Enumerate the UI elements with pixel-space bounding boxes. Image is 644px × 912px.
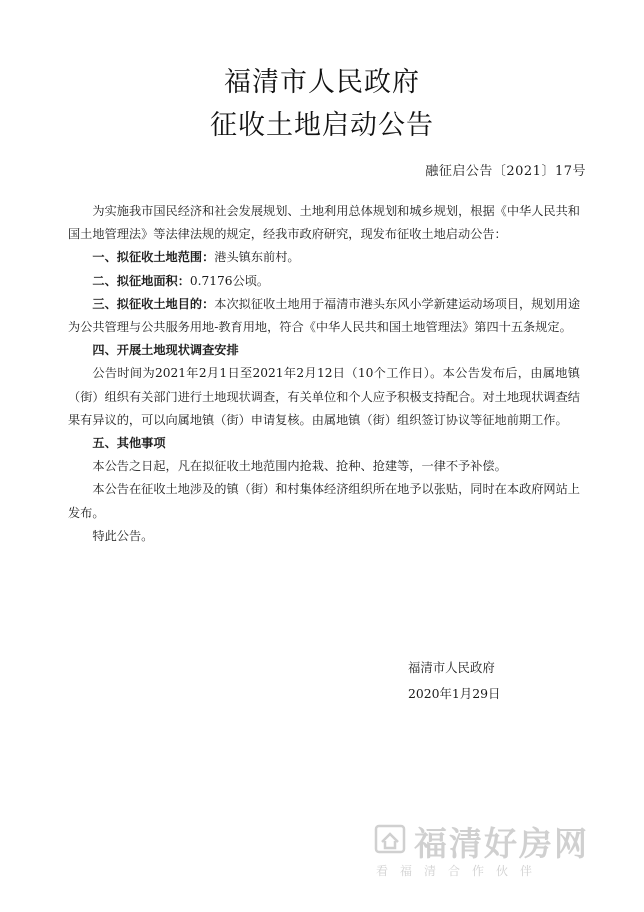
section-2-text: 0.7176公顷。	[189, 273, 270, 288]
section-4-text: 公告时间为2021年2月1日至2021年2月12日（10个工作日）。本公告发布后，由属地镇（街）组织有关部门进行土地现状调查，有关单位和个人应予积极支持配合。对土地现状调查结果有异议的，可以向属地镇（街）申请复核。由属地镇（街）组织签订协议等征地前期工作。	[68, 366, 580, 427]
signature-organization: 福清市人民政府	[408, 660, 495, 675]
section-2-heading: 二、拟征地面积：	[92, 273, 190, 288]
intro-paragraph: 为实施我市国民经济和社会发展规划、土地利用总体规划和城乡规划，根据《中华人民共和国土地管理法》等法律法规的规定，经我市政府研究，现发布征收土地启动公告：	[68, 204, 580, 242]
section-5-heading-row	[68, 432, 580, 455]
section-5-paragraph-1: 本公告之日起，凡在拟征收土地范围内抢栽、抢种、抢建等，一律不予补偿。	[92, 459, 507, 474]
title-line-1: 福清市人民政府	[224, 67, 420, 98]
title-line-2: 征收土地启动公告	[210, 110, 434, 141]
document-number: 融征启公告〔2021〕17号	[425, 164, 586, 179]
section-1-heading: 一、拟征收土地范围：	[92, 250, 215, 265]
watermark-site-name: 福清好房网	[414, 824, 589, 863]
section-4-heading-row	[68, 339, 580, 362]
announcement-body	[68, 200, 580, 548]
section-5-heading: 五、其他事项	[92, 436, 166, 451]
section-1-text: 港头镇东前村。	[214, 250, 300, 265]
watermark-slogan: 看福清合作伙伴	[376, 864, 545, 878]
section-3-heading: 三、拟征收土地目的：	[92, 296, 215, 311]
house-logo-icon	[374, 824, 406, 854]
section-3	[68, 293, 580, 339]
watermark	[374, 820, 604, 882]
closing-statement: 特此公告。	[92, 528, 154, 543]
section-1	[68, 246, 580, 269]
section-4-heading: 四、开展土地现状调查安排	[92, 343, 239, 358]
section-5-paragraph-2: 本公告在征收土地涉及的镇（街）和村集体经济组织所在地予以张贴，同时在本政府网站上发布。	[68, 482, 580, 520]
section-3-text: 本次拟征收土地用于福清市港头东风小学新建运动场项目，规划用途为公共管理与公共服务用地-教育用地，符合《中华人民共和国土地管理法》第四十五条规定。	[68, 296, 581, 335]
signature-date: 2020年1月29日	[408, 686, 501, 701]
section-2	[68, 270, 580, 293]
